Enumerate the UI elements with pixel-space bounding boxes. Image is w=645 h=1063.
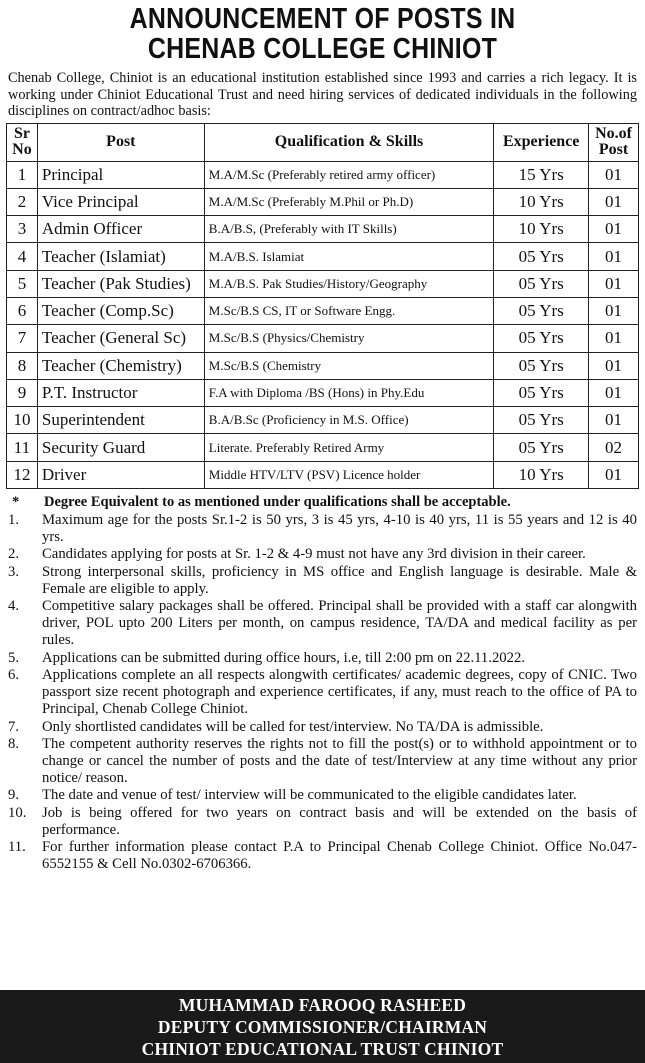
table-row xyxy=(7,270,639,297)
row-qualification: B.A/B.S, (Preferably with IT Skills) xyxy=(204,216,493,243)
row-experience: 05 Yrs xyxy=(494,407,589,434)
row-qualification: M.Sc/B.S (Chemistry xyxy=(204,352,493,379)
term-text: For further information please contact P.A to Principal Chenab College Chiniot. Office No.047-6552155 & Cell No.0302-6706366. xyxy=(42,838,637,873)
note-asterisk: * xyxy=(12,494,20,511)
signatory-name: MUHAMMAD FAROOQ RASHEED xyxy=(178,995,467,1015)
row-no-of-post: 01 xyxy=(589,161,639,188)
row-experience: 05 Yrs xyxy=(494,434,589,461)
row-sr: 3 xyxy=(7,216,38,243)
term-number: 1. xyxy=(8,512,20,529)
row-no-of-post: 01 xyxy=(589,270,639,297)
list-item xyxy=(6,512,639,546)
title-line-1: ANNOUNCEMENT OF POSTS IN xyxy=(129,3,516,35)
table-row xyxy=(7,352,639,379)
row-no-of-post: 01 xyxy=(589,379,639,406)
table-header-row xyxy=(7,123,639,161)
row-no-of-post: 01 xyxy=(589,297,639,324)
row-sr: 5 xyxy=(7,270,38,297)
row-post: Driver xyxy=(37,461,204,488)
table-row xyxy=(7,297,639,324)
row-experience: 10 Yrs xyxy=(494,216,589,243)
row-post: Superintendent xyxy=(37,407,204,434)
table-row xyxy=(7,325,639,352)
table-row xyxy=(7,243,639,270)
row-post: Teacher (Islamiat) xyxy=(37,243,204,270)
note-text: Degree Equivalent to as mentioned under qualifications shall be acceptable. xyxy=(44,494,511,511)
row-no-of-post: 02 xyxy=(589,434,639,461)
term-number: 9. xyxy=(8,787,20,804)
row-sr: 11 xyxy=(7,434,38,461)
row-no-of-post: 01 xyxy=(589,461,639,488)
posts-table-body xyxy=(7,161,639,489)
row-qualification: F.A with Diploma /BS (Hons) in Phy.Edu xyxy=(204,379,493,406)
row-experience: 05 Yrs xyxy=(494,352,589,379)
list-item xyxy=(6,805,639,839)
row-experience: 05 Yrs xyxy=(494,325,589,352)
term-text: The competent authority reserves the rights not to fill the post(s) or to withhold appointment or to change or cancel the number of posts and the date of test/Interview at any time without any prior notice/ reason. xyxy=(42,735,637,787)
row-post: P.T. Instructor xyxy=(37,379,204,406)
signatory-designation: DEPUTY COMMISSIONER/CHAIRMAN xyxy=(157,1017,488,1037)
row-sr: 12 xyxy=(7,461,38,488)
row-no-of-post: 01 xyxy=(589,325,639,352)
row-qualification: M.A/M.Sc (Preferably M.Phil or Ph.D) xyxy=(204,188,493,215)
list-item xyxy=(6,839,639,873)
row-no-of-post: 01 xyxy=(589,407,639,434)
row-post: Vice Principal xyxy=(37,188,204,215)
list-item xyxy=(6,736,639,788)
table-row xyxy=(7,379,639,406)
term-number: 10. xyxy=(8,804,27,821)
row-sr: 2 xyxy=(7,188,38,215)
row-experience: 05 Yrs xyxy=(494,379,589,406)
row-no-of-post: 01 xyxy=(589,188,639,215)
term-text: Maximum age for the posts Sr.1-2 is 50 yrs, 3 is 45 yrs, 4-10 is 40 yrs, 11 is 55 years and 12 is 40 yrs. xyxy=(42,512,637,546)
term-text: Strong interpersonal skills, proficiency in MS office and English language is desirable. Male & Female are eligible to apply. xyxy=(42,563,637,597)
row-sr: 10 xyxy=(7,407,38,434)
row-no-of-post: 01 xyxy=(589,216,639,243)
header-no-of-post: No.of Post xyxy=(589,123,639,161)
row-post: Teacher (Chemistry) xyxy=(37,352,204,379)
row-no-of-post: 01 xyxy=(589,352,639,379)
term-text: Only shortlisted candidates will be called for test/interview. No TA/DA is admissible. xyxy=(42,718,544,735)
list-item xyxy=(6,598,639,650)
row-sr: 6 xyxy=(7,297,38,324)
posts-table xyxy=(6,123,639,490)
row-sr: 4 xyxy=(7,243,38,270)
term-number: 8. xyxy=(8,735,20,752)
term-number: 5. xyxy=(8,649,20,666)
announcement-title xyxy=(50,0,594,64)
row-experience: 05 Yrs xyxy=(494,297,589,324)
term-text: Job is being offered for two years on contract basis and will be extended on the basis of performance. xyxy=(42,804,637,838)
row-sr: 9 xyxy=(7,379,38,406)
row-experience: 10 Yrs xyxy=(494,461,589,488)
table-row xyxy=(7,161,639,188)
table-row xyxy=(7,461,639,488)
row-qualification: M.A/B.S. Pak Studies/History/Geography xyxy=(204,270,493,297)
row-experience: 10 Yrs xyxy=(494,188,589,215)
row-no-of-post: 01 xyxy=(589,243,639,270)
row-post: Security Guard xyxy=(37,434,204,461)
table-row xyxy=(7,407,639,434)
row-sr: 8 xyxy=(7,352,38,379)
row-experience: 05 Yrs xyxy=(494,270,589,297)
term-number: 3. xyxy=(8,563,20,580)
row-qualification: Middle HTV/LTV (PSV) Licence holder xyxy=(204,461,493,488)
header-experience: Experience xyxy=(494,123,589,161)
row-experience: 05 Yrs xyxy=(494,243,589,270)
term-text: The date and venue of test/ interview will be communicated to the eligible candidates later. xyxy=(42,787,577,804)
row-experience: 15 Yrs xyxy=(494,161,589,188)
row-qualification: M.A/B.S. Islamiat xyxy=(204,243,493,270)
equivalence-note xyxy=(6,494,639,511)
row-qualification: M.A/M.Sc (Preferably retired army officer) xyxy=(204,161,493,188)
row-qualification: M.Sc/B.S CS, IT or Software Engg. xyxy=(204,297,493,324)
term-number: 4. xyxy=(8,598,20,615)
row-post: Admin Officer xyxy=(37,216,204,243)
table-row xyxy=(7,216,639,243)
term-text: Applications can be submitted during office hours, i.e, till 2:00 pm on 22.11.2022. xyxy=(42,649,525,666)
term-number: 2. xyxy=(8,546,20,563)
term-text: Candidates applying for posts at Sr. 1-2 & 4-9 must not have any 3rd division in their career. xyxy=(42,546,586,563)
term-number: 7. xyxy=(8,718,20,735)
term-number: 6. xyxy=(8,666,20,683)
row-sr: 1 xyxy=(7,161,38,188)
header-post: Post xyxy=(37,123,204,161)
row-post: Teacher (Pak Studies) xyxy=(37,270,204,297)
signatory-organization: CHINIOT EDUCATIONAL TRUST CHINIOT xyxy=(141,1039,504,1059)
term-text: Applications complete an all respects alongwith certificates/ academic degrees, copy of CNIC. Two passport size recent photograph and experience certificates, if any, must reach to the office of PA to Principal, Chenab College Chiniot. xyxy=(42,666,637,718)
title-line-2: CHENAB COLLEGE CHINIOT xyxy=(147,33,498,65)
list-item xyxy=(6,546,639,563)
row-post: Teacher (Comp.Sc) xyxy=(37,297,204,324)
header-qualification: Qualification & Skills xyxy=(204,123,493,161)
list-item xyxy=(6,719,639,736)
signature-block xyxy=(0,990,645,1063)
row-qualification: Literate. Preferably Retired Army xyxy=(204,434,493,461)
header-sr: Sr No xyxy=(7,123,38,161)
row-post: Teacher (General Sc) xyxy=(37,325,204,352)
row-sr: 7 xyxy=(7,325,38,352)
table-row xyxy=(7,188,639,215)
row-post: Principal xyxy=(37,161,204,188)
terms-list xyxy=(6,512,639,873)
table-row xyxy=(7,434,639,461)
list-item xyxy=(6,787,639,804)
list-item xyxy=(6,667,639,719)
row-qualification: M.Sc/B.S (Physics/Chemistry xyxy=(204,325,493,352)
intro-paragraph: Chenab College, Chiniot is an educational institution established since 1993 and carries a rich legacy. It is working under Chiniot Educational Trust and need hiring services of dedicated individuals in the following disciplines on contract/adhoc basis: xyxy=(8,70,637,119)
row-qualification: B.A/B.Sc (Proficiency in M.S. Office) xyxy=(204,407,493,434)
term-text: Competitive salary packages shall be offered. Principal shall be provided with a staff car alongwith driver, POL upto 200 Liters per month, on campus residence, TA/DA and medical facility as per rules. xyxy=(42,598,637,649)
list-item xyxy=(6,564,639,598)
term-number: 11. xyxy=(8,838,26,855)
list-item xyxy=(6,650,639,667)
